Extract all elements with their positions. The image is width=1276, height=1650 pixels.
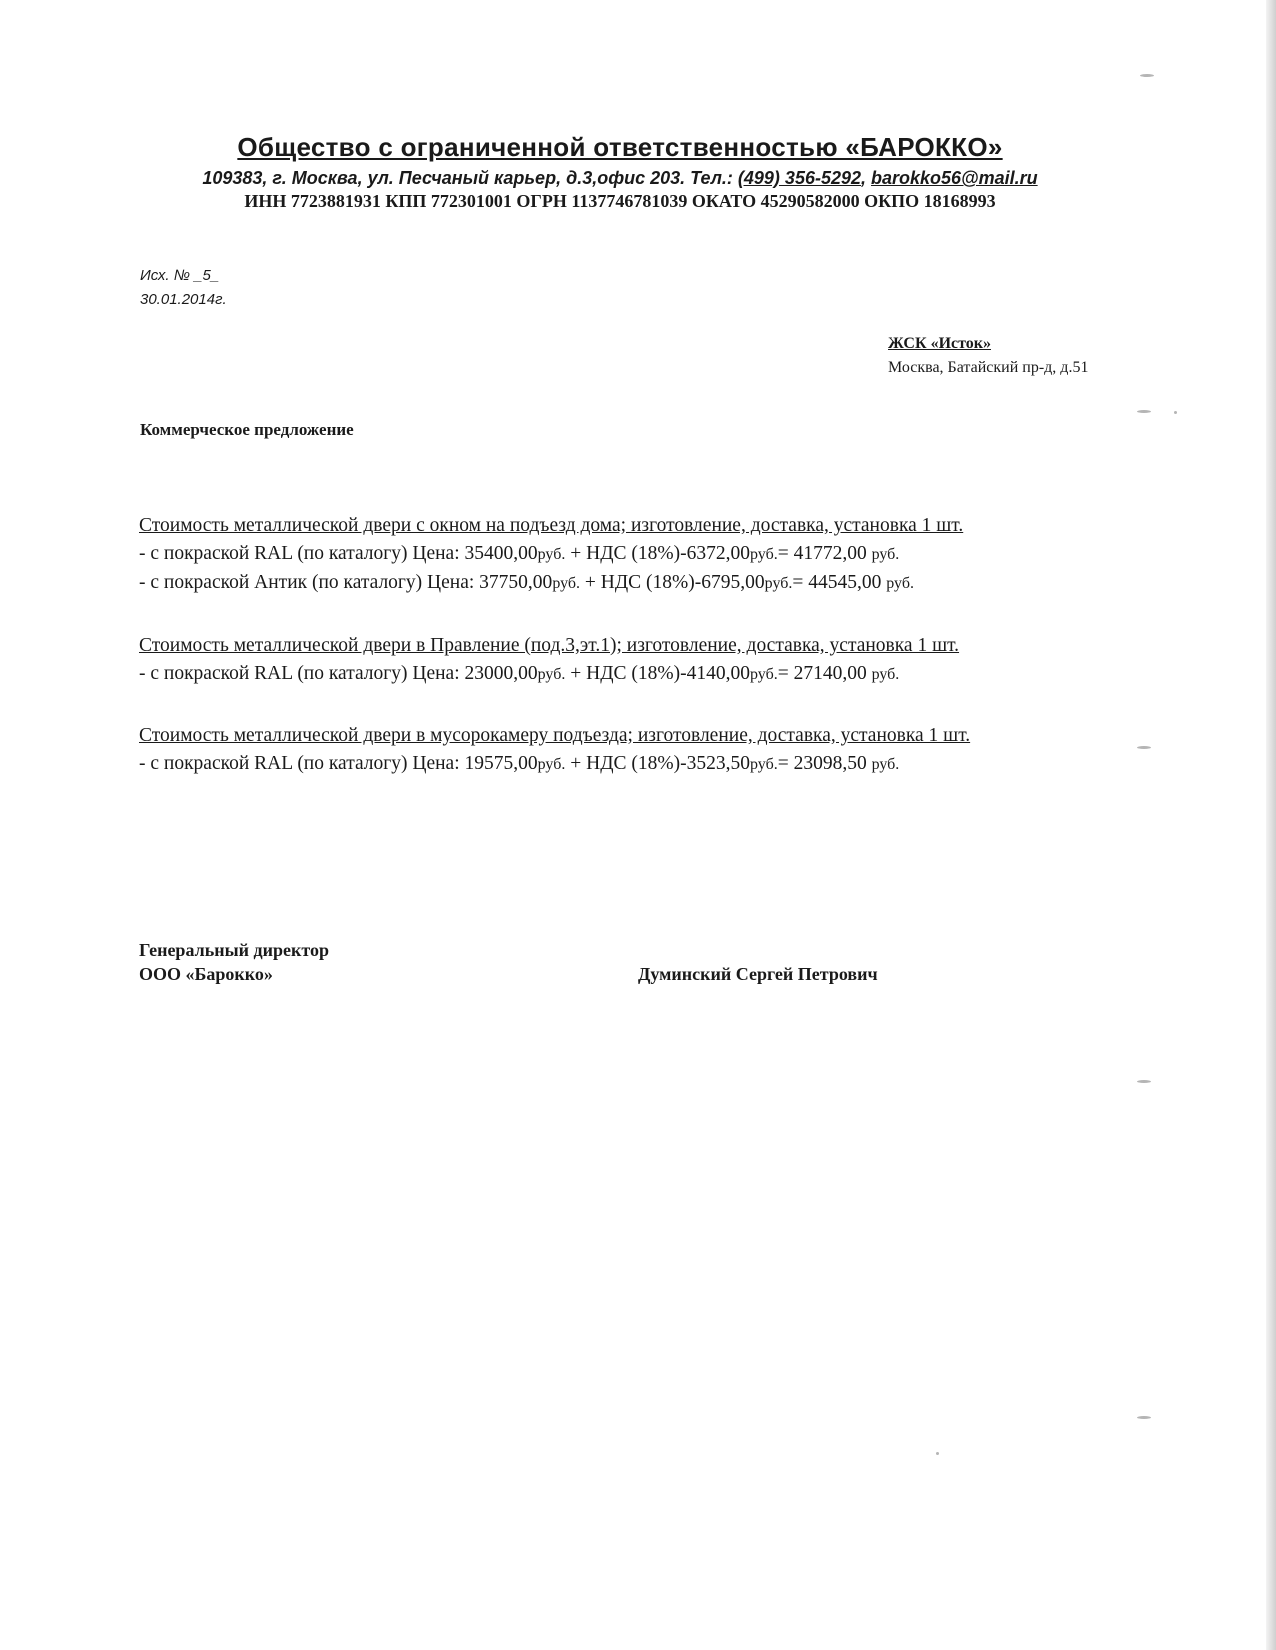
signatory-block <box>139 938 329 986</box>
currency-label: руб. <box>749 666 778 683</box>
company-address-line <box>0 167 1240 189</box>
currency-label: руб. <box>537 546 566 563</box>
currency-label: руб. <box>552 575 581 592</box>
vat-text: + НДС (18%)-6372,00 <box>565 543 750 564</box>
signatory-name: Думинский Сергей Петрович <box>638 964 878 984</box>
offer-price-line <box>139 569 963 598</box>
currency-label: руб. <box>886 575 914 592</box>
offer-block-1 <box>139 512 963 598</box>
currency-label: руб. <box>871 546 900 563</box>
company-name: Общество с ограниченной ответственностью «БАРОККО» <box>237 132 1003 162</box>
scan-speck <box>1140 74 1154 77</box>
offer-block-2 <box>139 632 959 689</box>
vat-text: + НДС (18%)-6795,00 <box>580 572 765 593</box>
offer-block-3 <box>139 722 970 779</box>
company-address: 109383, г. Москва, ул. Песчаный карьер, д.3,офис 203. Тел.: <box>202 168 738 188</box>
total-text: = 23098,50 <box>777 753 872 774</box>
currency-label: руб. <box>749 756 778 773</box>
scan-speck <box>1137 1080 1151 1083</box>
outgoing-reference <box>140 264 227 312</box>
offer-heading: Стоимость металлической двери с окном на подъезд дома; изготовление, доставка, установка 1 шт. <box>139 515 964 536</box>
company-registration-codes: ИНН 7723881931 КПП 772301001 ОГРН 1137746781039 ОКАТО 45290582000 ОКПО 18168993 <box>244 191 996 211</box>
currency-label: руб. <box>537 666 566 683</box>
outgoing-number: Исх. № _5_ <box>140 267 220 284</box>
offer-price-line <box>139 750 970 779</box>
price-text: - с покраской RAL (по каталогу) Цена: 35400,00 <box>139 543 538 564</box>
vat-text: + НДС (18%)-4140,00 <box>565 663 750 684</box>
offer-price-line <box>139 540 963 569</box>
currency-label: руб. <box>749 546 778 563</box>
currency-label: руб. <box>537 756 566 773</box>
scan-speck <box>1137 1416 1151 1419</box>
signatory-position: Генеральный директор <box>139 940 329 960</box>
recipient-address: Москва, Батайский пр-д, д.51 <box>888 359 1089 376</box>
price-text: - с покраской RAL (по каталогу) Цена: 19575,00 <box>139 753 538 774</box>
recipient-name: ЖСК «Исток» <box>888 335 991 352</box>
total-text: = 41772,00 <box>777 543 872 564</box>
scan-page-edge <box>1266 0 1276 1650</box>
scan-speck <box>1137 410 1151 413</box>
recipient-block <box>888 332 1088 380</box>
offer-price-line <box>139 660 959 689</box>
offer-heading: Стоимость металлической двери в Правление (под.3,эт.1); изготовление, доставка, установка 1 шт. <box>139 635 960 656</box>
company-email: barokko56@mail.ru <box>871 168 1038 188</box>
currency-label: руб. <box>871 756 900 773</box>
total-text: = 27140,00 <box>777 663 872 684</box>
scan-speck <box>1174 411 1177 414</box>
total-text: = 44545,00 <box>792 572 887 593</box>
outgoing-date: 30.01.2014г. <box>140 291 227 308</box>
price-text: - с покраской RAL (по каталогу) Цена: 23000,00 <box>139 663 538 684</box>
signatory-organization: ООО «Барокко» <box>139 964 273 984</box>
scan-speck <box>936 1452 939 1455</box>
currency-label: руб. <box>871 666 900 683</box>
vat-text: + НДС (18%)-3523,50 <box>565 753 750 774</box>
scan-speck <box>1137 746 1151 749</box>
price-text: - с покраской Антик (по каталогу) Цена: 37750,00 <box>139 572 553 593</box>
document-title: Коммерческое предложение <box>140 420 354 439</box>
currency-label: руб. <box>764 575 793 592</box>
letterhead <box>0 132 1240 212</box>
company-phone: (499) 356-5292 <box>737 168 861 188</box>
address-separator: , <box>861 168 872 188</box>
offer-heading: Стоимость металлической двери в мусорокамеру подъезда; изготовление, доставка, установка 1 шт. <box>139 725 971 746</box>
